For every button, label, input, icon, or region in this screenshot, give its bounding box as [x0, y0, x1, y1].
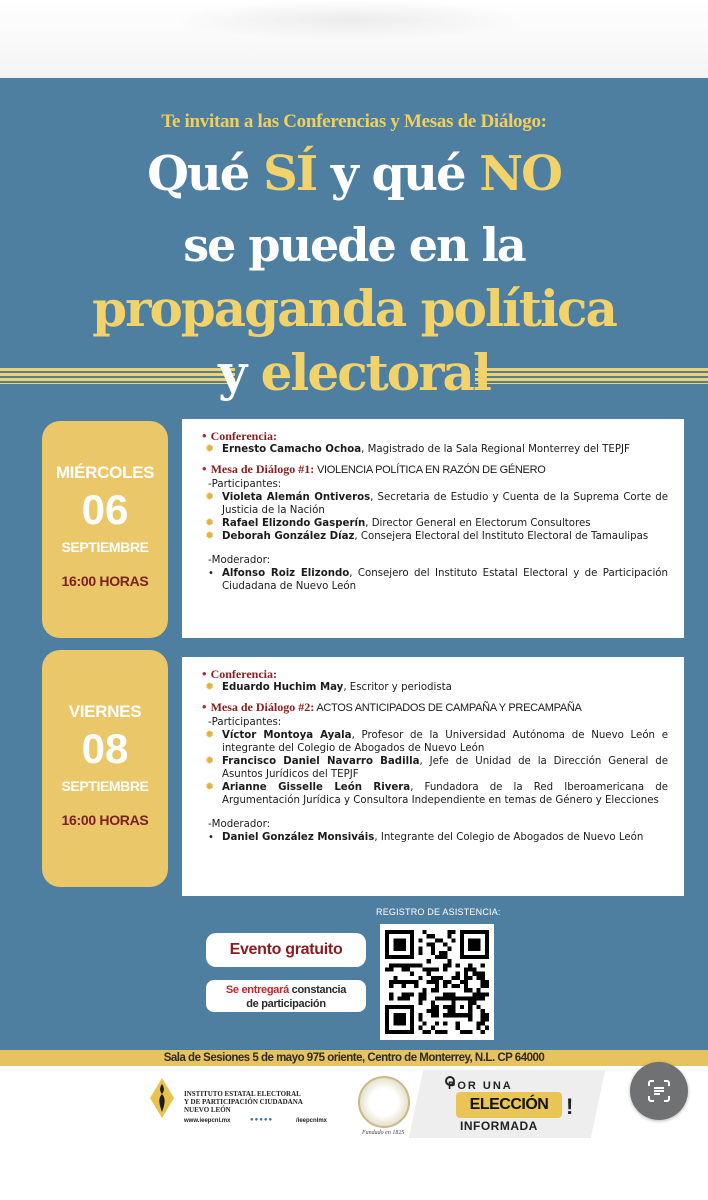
participants-label: -Participantes: [208, 479, 282, 490]
social-icons: ●●●●● [250, 1117, 274, 1123]
seal-caption: Fundado en 1825 [362, 1130, 405, 1136]
list-item: ✹ Ernesto Camacho Ochoa, Magistrado de la Sala Regional Monterrey del TEPJF [205, 442, 630, 455]
bottom-area [0, 1140, 708, 1200]
qr-code-icon [385, 929, 489, 1035]
session2-card [182, 657, 684, 896]
scan-icon [647, 1079, 671, 1103]
moderator-label: -Moderador: [208, 819, 271, 830]
ieepc-name: INSTITUTO ESTATAL ELECTORAL Y DE PARTICIPACIÓN CIUDADANA NUEVO LEÓN [184, 1090, 303, 1114]
star-bullet-icon: ✹ [205, 728, 215, 741]
moderator-label: -Moderador: [208, 555, 271, 566]
qr-code[interactable] [380, 924, 494, 1040]
social-handle: /ieepcnlmx [296, 1118, 328, 1124]
star-bullet-icon: ✹ [205, 529, 215, 542]
ieepc-logo-icon [148, 1076, 176, 1120]
conference-heading: • Conferencia: [202, 428, 277, 443]
list-item: • Alfonso Roiz Elizondo, Consejero del Instituto Estatal Electoral y de Participación Ciudadana de Nuevo León [208, 568, 668, 592]
list-item: ✹ Eduardo Huchim May, Escritor y periodista [205, 680, 452, 693]
title-line-2: se puede en la [183, 218, 525, 272]
list-item: ✹ Francisco Daniel Navarro Badilla, Jefe de Unidad de la Dirección General de Asuntos Jurídicos del TEPJF [205, 754, 668, 780]
date-number: 08 [81, 725, 129, 772]
date-badge-session1 [42, 421, 168, 638]
informada-text: INFORMADA [460, 1119, 538, 1133]
free-event-badge: Evento gratuito [206, 933, 366, 967]
star-bullet-icon: ✹ [205, 680, 215, 693]
invite-text: Te invitan a las Conferencias y Mesas de Diálogo: [161, 111, 547, 132]
date-badge-session2 [42, 650, 168, 887]
list-item: ✹ Deborah González Díaz, Consejera Electoral del Instituto Electoral de Tamaulipas [205, 529, 649, 542]
list-item: ✹ Víctor Montoya Ayala, Profesor de la Universidad Autónoma de Nuevo León e integrante del Colegio de Abogados de Nuevo León [205, 728, 668, 754]
mesa-heading: • Mesa de Diálogo #2: ACTOS ANTICIPADOS DE CAMPAÑA Y PRECAMPAÑA [202, 699, 582, 714]
date-number: 06 [81, 486, 129, 533]
title-line-1: Qué SÍ y qué NO [147, 146, 561, 202]
lens-scan-button[interactable] [630, 1062, 688, 1120]
title-line-3: propaganda política [92, 279, 616, 338]
certificate-badge: Se entregará constancia de participación [206, 980, 366, 1012]
star-bullet-icon: ✹ [205, 490, 215, 503]
poster [0, 78, 708, 1053]
star-bullet-icon: ✹ [205, 516, 215, 529]
date-day: MIÉRCOLES [55, 463, 155, 482]
footer [0, 1066, 708, 1140]
list-item: ✹ Violeta Alemán Ontiveros, Secretaria de Estudio y Cuenta de la Suprema Corte de Justicia de la Nación [205, 490, 668, 516]
list-item: ✹ Rafael Elizondo Gasperín, Director General en Electorum Consultores [205, 516, 591, 529]
ieepc-website: www.ieepcnl.mx [184, 1118, 231, 1124]
star-bullet-icon: ✹ [205, 780, 215, 793]
title-line-4: y electoral [218, 343, 490, 402]
list-item: • Daniel González Monsiváis, Integrante del Colegio de Abogados de Nuevo León [208, 832, 644, 843]
date-month: SEPTIEMBRE [61, 539, 149, 555]
conference-heading: • Conferencia: [202, 666, 277, 681]
mesa-heading: • Mesa de Diálogo #1: VIOLENCIA POLÍTICA EN RAZÓN DE GÉNERO [202, 461, 546, 476]
top-fade [0, 0, 708, 78]
participants-label: -Participantes: [208, 717, 282, 728]
date-hour: 16:00 HORAS [61, 812, 149, 828]
star-bullet-icon: ✹ [205, 442, 215, 455]
seal-logo-icon [358, 1076, 410, 1128]
eleccion-text: ELECCIÓN [456, 1092, 562, 1118]
por-una-text: POR UNA [448, 1080, 513, 1092]
exclamation-icon: ! [566, 1094, 574, 1119]
session1-card [182, 419, 684, 638]
date-day: VIERNES [68, 702, 142, 721]
list-item: ✹ Arianne Gisselle León Rivera, Fundadora de la Red Iberoamericana de Argumentación Jurídica y Consultora Independiente en temas de Género y Elecciones [205, 780, 668, 806]
date-hour: 16:00 HORAS [61, 573, 149, 589]
date-month: SEPTIEMBRE [61, 778, 149, 794]
registration-label: REGISTRO DE ASISTENCIA: [376, 907, 501, 917]
star-bullet-icon: ✹ [205, 754, 215, 767]
address-bar: Sala de Sesiones 5 de mayo 975 oriente, Centro de Monterrey, N.L. CP 64000 [0, 1050, 708, 1066]
